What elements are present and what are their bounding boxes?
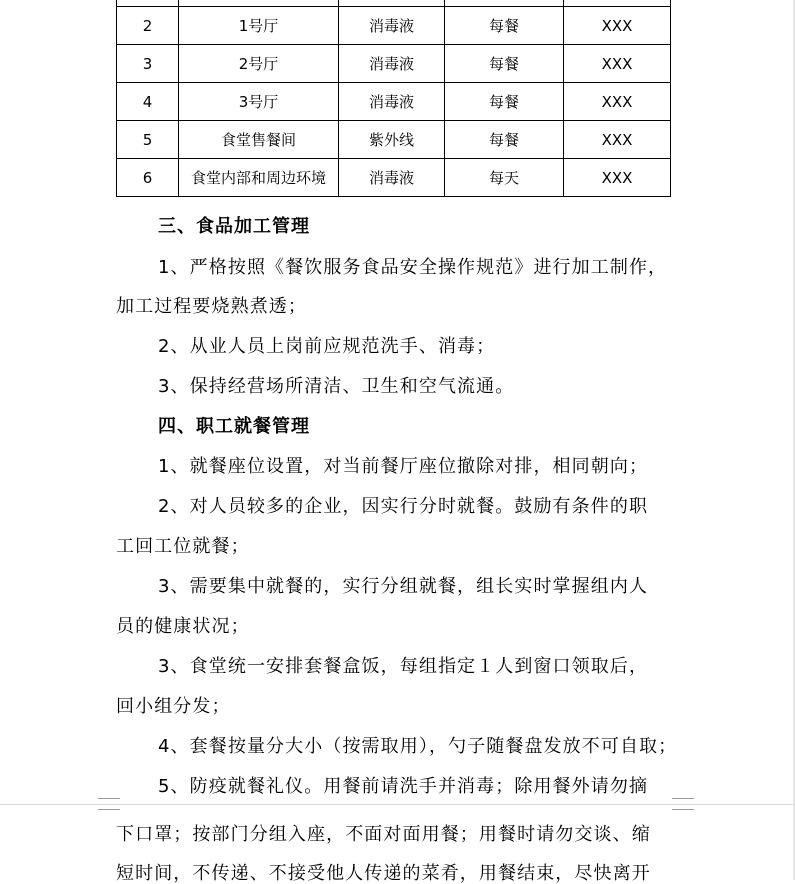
table-row <box>117 45 671 83</box>
disinfection-table <box>116 0 671 197</box>
table-cell-no: 2 <box>117 7 179 45</box>
table-cell-place: 食堂售餐间 <box>179 121 339 159</box>
table-cell-no: 4 <box>117 83 179 121</box>
table-cell-frequency: 每餐 <box>445 7 564 45</box>
paragraph-line: 员的健康状况； <box>116 616 250 637</box>
paragraph-line: 短时间，不传递、不接受他人传递的菜肴，用餐结束，尽快离开 <box>116 863 651 884</box>
table-cell-method: 消毒液 <box>339 159 445 197</box>
table-cell-method: 紫外线 <box>339 121 445 159</box>
table-cell-owner: XXX <box>564 121 671 159</box>
paragraph-line: 1、就餐座位设置，对当前餐厅座位撤除对排，相同朝向； <box>158 456 649 477</box>
table-cell-owner: XXX <box>564 159 671 197</box>
page-corner-mark-right <box>672 798 694 810</box>
paragraph-line: 3、需要集中就餐的，实行分组就餐，组长实时掌握组内人 <box>158 576 649 597</box>
page-corner-mark-left <box>98 798 120 810</box>
table-cell-owner: XXX <box>564 45 671 83</box>
paragraph-line: 3、食堂统一安排套餐盒饭，每组指定１人到窗口领取后， <box>158 656 649 677</box>
table-cell-no: 5 <box>117 121 179 159</box>
paragraph-line: 加工过程要烧熟煮透； <box>116 296 307 317</box>
section-heading-staff-dining: 四、职工就餐管理 <box>158 416 310 437</box>
table-cell-frequency: 每餐 <box>445 83 564 121</box>
paragraph-line: 1、严格按照《餐饮服务食品安全操作规范》进行加工制作， <box>158 257 668 278</box>
table-cell-frequency: 每餐 <box>445 45 564 83</box>
table-cell-no: 3 <box>117 45 179 83</box>
table-cell-frequency: 每天 <box>445 159 564 197</box>
table-cell-place: 3号厅 <box>179 83 339 121</box>
paragraph-line: 5、防疫就餐礼仪。用餐前请洗手并消毒；除用餐外请勿摘 <box>158 776 649 797</box>
table-row <box>117 83 671 121</box>
table-cell-owner: XXX <box>564 7 671 45</box>
table-cell-place: 2号厅 <box>179 45 339 83</box>
paragraph-line: 2、对人员较多的企业，因实行分时就餐。鼓励有条件的职 <box>158 496 649 517</box>
paragraph-line: 回小组分发； <box>116 696 231 717</box>
table-cell-place: 1号厅 <box>179 7 339 45</box>
paragraph-line: 2、从业人员上岗前应规范洗手、消毒； <box>158 336 496 357</box>
table-cell-no: 6 <box>117 159 179 197</box>
paragraph-line: 4、套餐按量分大小（按需取用），勺子随餐盘发放不可自取； <box>158 736 678 757</box>
table-cell-place: 食堂内部和周边环境 <box>179 159 339 197</box>
paragraph-line: 3、保持经营场所清洁、卫生和空气流通。 <box>158 376 515 397</box>
table-cell-frequency: 每餐 <box>445 121 564 159</box>
table-row <box>117 7 671 45</box>
table-row <box>117 121 671 159</box>
paragraph-line: 工回工位就餐； <box>116 536 250 557</box>
table-cell-method: 消毒液 <box>339 7 445 45</box>
table-cell-method: 消毒液 <box>339 83 445 121</box>
table-cell-method: 消毒液 <box>339 45 445 83</box>
paragraph-line: 下口罩；按部门分组入座，不面对面用餐；用餐时请勿交谈、缩 <box>116 824 651 845</box>
table-cell-owner: XXX <box>564 83 671 121</box>
section-heading-food-processing: 三、食品加工管理 <box>158 216 310 237</box>
table-row <box>117 159 671 197</box>
